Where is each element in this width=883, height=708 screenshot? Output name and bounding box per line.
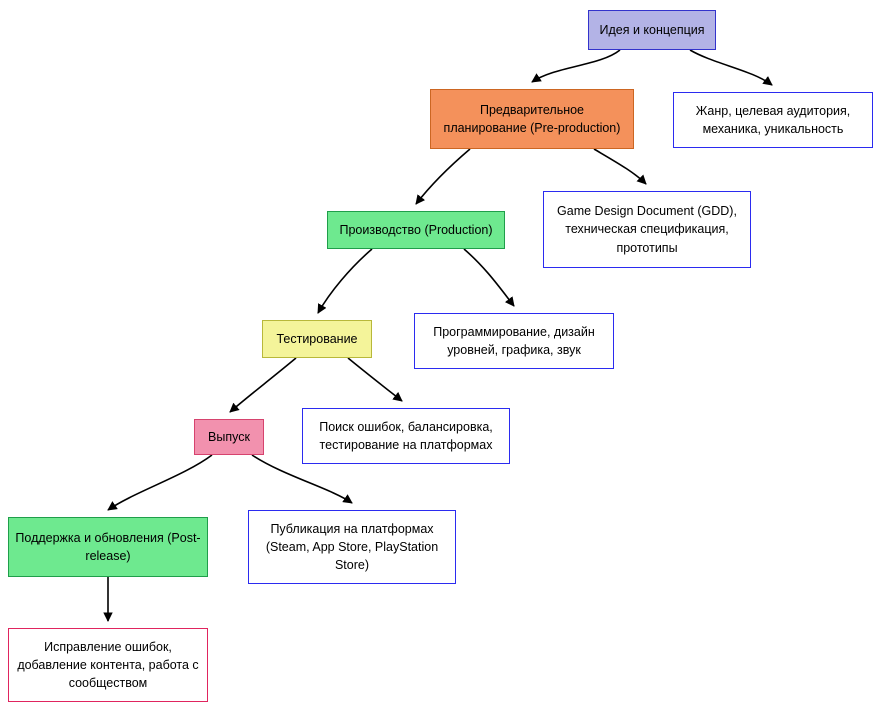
node-production[interactable]: [327, 211, 505, 249]
edge-preprod-production: [416, 149, 470, 204]
node-testing[interactable]: [262, 320, 372, 358]
node-publication-details-label: Публикация на платформах (Steam, App Store, PlayStation Store): [265, 521, 439, 573]
node-release[interactable]: [194, 419, 264, 455]
node-idea-label: Идея и концепция: [599, 22, 705, 37]
node-testing-details[interactable]: [302, 408, 510, 464]
node-release-label: Выпуск: [208, 429, 250, 444]
edge-production-progdesign: [464, 249, 514, 306]
edge-testing-release: [230, 358, 296, 412]
node-support[interactable]: [8, 517, 208, 577]
node-production-label: Производство (Production): [339, 222, 493, 237]
node-testing-label: Тестирование: [276, 331, 358, 346]
node-production-details[interactable]: [414, 313, 614, 369]
node-genre-details[interactable]: [673, 92, 873, 148]
node-support-details-label: Исправление ошибок, добавление контента, работа с сообществом: [17, 639, 199, 691]
node-genre-details-label: Жанр, целевая аудитория, механика, уникальность: [695, 103, 851, 136]
edge-preprod-gdd: [594, 149, 646, 184]
edge-idea-genre: [690, 50, 772, 85]
node-testing-details-label: Поиск ошибок, балансировка, тестирование на платформах: [319, 419, 493, 452]
edge-production-testing: [318, 249, 372, 313]
node-idea[interactable]: [588, 10, 716, 50]
node-gdd-details-label: Game Design Document (GDD), техническая спецификация, прототипы: [557, 204, 737, 255]
node-support-label: Поддержка и обновления (Post-release): [15, 530, 201, 563]
node-production-details-label: Программирование, дизайн уровней, графика, звук: [433, 324, 595, 357]
node-publication-details[interactable]: [248, 510, 456, 584]
node-preproduction-label: Предварительное планирование (Pre-production): [443, 102, 621, 135]
edge-release-support: [108, 455, 212, 510]
edge-testing-bugsearch: [348, 358, 402, 401]
node-support-details[interactable]: [8, 628, 208, 702]
node-gdd-details[interactable]: [543, 191, 751, 268]
node-preproduction[interactable]: [430, 89, 634, 149]
edge-idea-preprod: [532, 50, 620, 82]
